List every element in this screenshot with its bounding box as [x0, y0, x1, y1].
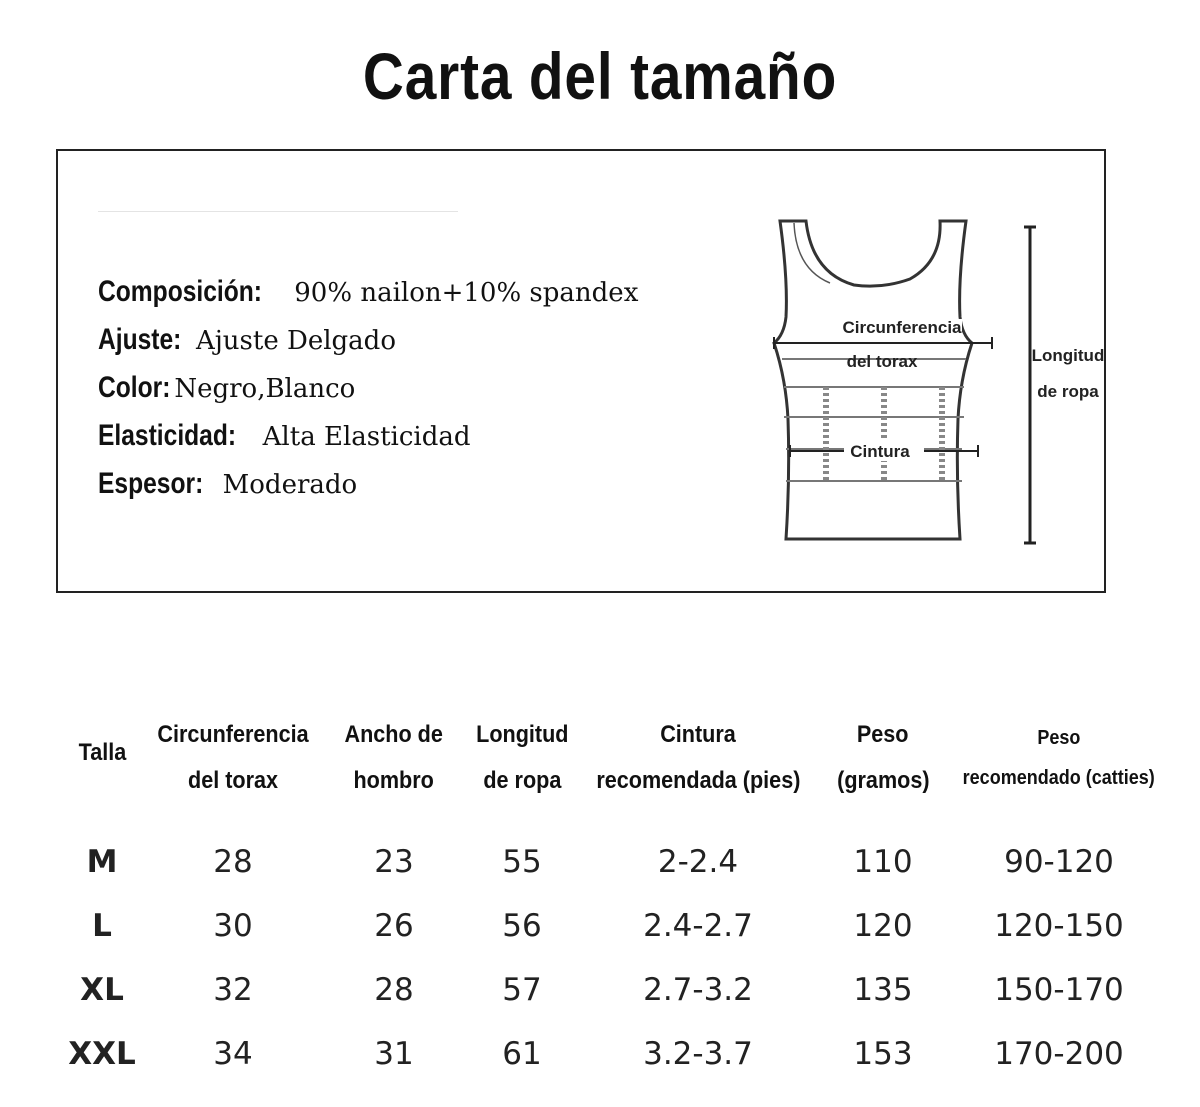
cell-size: M — [86, 844, 118, 880]
cell-length: 61 — [502, 1036, 542, 1072]
spec-value: Ajuste Delgado — [187, 326, 396, 356]
cell-size: XL — [80, 972, 124, 1008]
table-row — [60, 830, 1170, 894]
cell-chest: 30 — [213, 908, 253, 944]
compression-bands — [782, 359, 966, 481]
header-ancho-hombro: Ancho de hombro — [344, 721, 444, 794]
spec-list — [98, 275, 638, 515]
header-peso-recomendado: Peso recomendado (catties) — [962, 727, 1156, 789]
table-row — [60, 894, 1170, 958]
size-table — [60, 712, 1170, 1086]
header-longitud: Longitud de ropa — [475, 721, 569, 794]
cell-chest: 28 — [213, 844, 253, 880]
tank-top-diagram — [734, 209, 1105, 549]
tank-top-outline — [774, 221, 972, 539]
spec-value: Alta Elasticidad — [254, 422, 471, 452]
spec-value: 90% nailon+10% spandex — [286, 278, 639, 308]
cell-waist: 2-2.4 — [657, 844, 739, 880]
cell-shoulder: 28 — [374, 972, 414, 1008]
spec-label: Elasticidad: — [98, 419, 237, 452]
cell-weight: 135 — [853, 972, 913, 1008]
cell-size: L — [92, 908, 112, 944]
spec-label: Composición: — [98, 275, 262, 308]
cell-chest: 32 — [213, 972, 253, 1008]
cell-shoulder: 23 — [374, 844, 414, 880]
cell-chest: 34 — [213, 1036, 253, 1072]
cell-recommended-weight: 90-120 — [1004, 844, 1114, 880]
length-measure-line — [1024, 227, 1036, 543]
chest-label-line2: del torax — [846, 352, 918, 371]
header-circunferencia: Circunferencia del torax — [157, 721, 309, 794]
page-title: Carta del tamaño — [362, 39, 838, 113]
cell-recommended-weight: 120-150 — [994, 908, 1124, 944]
cell-length: 57 — [502, 972, 542, 1008]
cell-length: 56 — [502, 908, 542, 944]
cell-recommended-weight: 170-200 — [994, 1036, 1124, 1072]
spec-composition — [98, 275, 638, 323]
header-cintura: Cintura recomendada (pies) — [595, 721, 801, 794]
cell-waist: 2.7-3.2 — [643, 972, 753, 1008]
length-label: Longitud — [1031, 346, 1105, 365]
spec-elasticity — [98, 419, 638, 467]
table-row — [60, 1022, 1170, 1086]
product-spec-box — [56, 149, 1106, 593]
cell-weight: 110 — [853, 844, 913, 880]
spec-value: Negro,Blanco — [174, 374, 356, 404]
spec-label: Ajuste: — [98, 323, 182, 356]
neckline — [794, 223, 830, 283]
spec-thickness — [98, 467, 638, 515]
divider — [98, 211, 458, 212]
chest-label: Circunferencia — [842, 318, 962, 337]
panel-strips — [826, 387, 942, 481]
spec-value: Moderado — [214, 470, 358, 500]
length-label-line2: de ropa — [1037, 382, 1099, 401]
header-talla: Talla — [78, 739, 126, 766]
table-header-row — [60, 712, 1170, 830]
spec-label: Espesor: — [98, 467, 204, 500]
cell-waist: 3.2-3.7 — [643, 1036, 753, 1072]
cell-weight: 120 — [853, 908, 913, 944]
cell-length: 55 — [502, 844, 542, 880]
cell-shoulder: 26 — [374, 908, 414, 944]
table-row — [60, 958, 1170, 1022]
cell-waist: 2.4-2.7 — [643, 908, 753, 944]
spec-fit — [98, 323, 638, 371]
waist-label: Cintura — [850, 442, 910, 461]
header-peso-gramos: Peso (gramos) — [836, 721, 930, 794]
cell-shoulder: 31 — [374, 1036, 414, 1072]
cell-weight: 153 — [853, 1036, 913, 1072]
cell-size: XXL — [68, 1036, 136, 1072]
cell-recommended-weight: 150-170 — [994, 972, 1124, 1008]
spec-label: Color: — [98, 371, 171, 404]
spec-color — [98, 371, 638, 419]
